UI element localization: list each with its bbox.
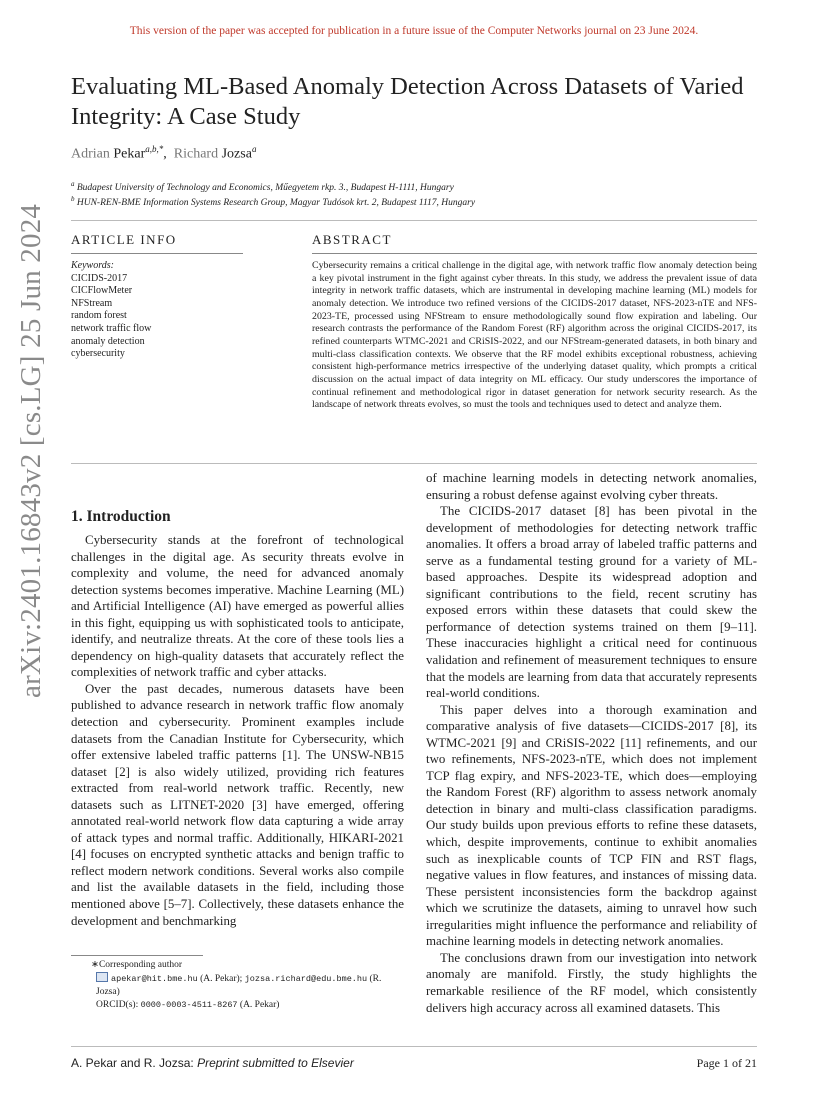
author2-affil-marks: a: [251, 144, 257, 154]
email-owner: (A. Pekar);: [200, 974, 243, 984]
keywords-label: Keywords:: [71, 260, 114, 271]
article-info-rule: [71, 253, 243, 254]
author1-surname: Pekar: [113, 146, 146, 162]
paragraph: This paper delves into a thorough examination and comparative analysis of five datasets—CICIDS-2017 [8], its WTMC-2021 [9] and CRiSIS-2022 [11] refinements, and our two refinements, NFS-2023-nTE, which does not implement TCP flag expiry, and NFS-2023-TE, which does—employing the Random Forest (RF) algorithm to assess network anomaly detection in binary and multi-class classification paradigms. Our study builds upon previous efforts to refine these datasets, which, despite improvements, continue to exhibit anomalies such as inexplicable counts of TCP FIN and RST flags, negative values in flow features, and instances of missing data. These persistent inconsistencies form the backdrop against which we scrutinize the datasets, aiming to unravel how such irregularities might influence the performance and reliability of machine learning models in detecting network anomalies.: [426, 702, 757, 949]
author2-given: Richard: [173, 146, 219, 162]
keyword: network traffic flow: [71, 322, 152, 334]
abstract-heading: ABSTRACT: [312, 232, 392, 247]
keyword: CICFlowMeter: [71, 285, 133, 297]
paragraph: Cybersecurity stands at the forefront of technological challenges in the digital age. As security threats evolve in complexity and volume, the need for advanced anomaly detection systems becomes imperative. Machine Learning (ML) and Artificial Intelligence (AI) have emerged as powerful allies in this fight, equipping us with sophisticated tools to anticipate, identify, and neutralize threats. At the core of these tools lies a dependency on high-quality datasets that accurately reflect the complexities of network traffic and cyber attacks.: [71, 533, 404, 680]
footer-authors: A. Pekar and R. Jozsa:: [71, 1056, 194, 1070]
affil-a-text: Budapest University of Technology and Economics, Műegyetem rkp. 3., Budapest H-1111, Hungary: [76, 183, 454, 194]
keyword: random forest: [71, 310, 127, 322]
arxiv-stamp: arXiv:2401.16843v2 [cs.LG] 25 Jun 2024: [15, 203, 47, 698]
footnote-emails: [71, 972, 404, 999]
affil-b-text: HUN-REN-BME Information Systems Research Group, Magyar Tudósok krt. 2, Budapest 1117, Hungary: [76, 198, 476, 209]
affil-a-mark: a: [71, 180, 75, 188]
author-list: Adrian Pekar$^{a,b,*}$, Richard Jozsa$^a$: [71, 144, 257, 162]
paper-title: [71, 72, 771, 132]
paragraph: The conclusions drawn from our investigation into network anomaly are manifold. Firstly, the study highlights the remarkable resilience of the RF model, which consistently delivers high accuracy across all examined datasets. This: [426, 950, 757, 1015]
keyword: cybersecurity: [71, 348, 125, 360]
footnote-orcid: [71, 999, 404, 1012]
keyword: anomaly detection: [71, 335, 145, 347]
abstract-rule: [312, 253, 757, 254]
email-icon: [96, 972, 108, 982]
footer-left: [71, 1056, 354, 1070]
footnotes: [71, 959, 404, 1012]
header-divider: [71, 220, 757, 221]
affil-b-mark: b: [71, 195, 75, 203]
body-divider: [71, 463, 757, 464]
author2-surname: Jozsa: [221, 146, 252, 162]
publication-note: This version of the paper was accepted for publication in a future issue of the Computer Networks journal on 23 June 2024.: [129, 25, 699, 37]
keyword: CICIDS-2017: [71, 272, 128, 284]
keywords-block: [71, 260, 246, 361]
left-column: [71, 532, 404, 929]
author1-affil-marks: a,b,*: [145, 144, 164, 154]
footer-note: Preprint submitted to Elsevier: [197, 1056, 354, 1070]
paragraph: The CICIDS-2017 dataset [8] has been pivotal in the development of methodologies for detecting network traffic anomalies. It offers a broad array of labeled traffic patterns and serve as a fundamental testing ground for a variety of ML-based approaches. Despite its widespread adoption and significant contributions to the field, recent scrutiny has exposed errors within these datasets that could skew the performance of detection systems trained on them [9–11]. These inaccuracies highlight a critical need for continuous validation and refinement of measurement techniques to ensure that the models are learning from data that accurately represents real-world conditions.: [426, 504, 757, 701]
paragraph: of machine learning models in detecting network anomalies, ensuring a robust defense against evolving cyber threats.: [426, 471, 757, 502]
right-column: [426, 470, 757, 1016]
footer-divider: [71, 1046, 757, 1047]
affiliation-a: [71, 180, 454, 193]
paragraph: Over the past decades, numerous datasets have been published to advance research in network traffic flow anomaly detection and cybersecurity. Prominent examples include datasets from the Canadian Institute for Cybersecurity, which offer extensive labeled traffic patterns [1]. The UNSW-NB15 dataset [2] is also widely utilized, providing rich features extracted from real-world network traffic. Recently, new datasets such as LITNET-2020 [3] have emerged, offering annotated real-world network flow data capturing a wide array of attack types and normal traffic. Additionally, HIKARI-2021 [4] focuses on encrypted synthetic attacks and benign traffic to reflect modern network conditions. Several works also compile and list the available datasets in the field, including those mentioned above [5–7]. Collectively, these datasets enhance the development and benchmarking: [71, 681, 404, 928]
footnote-corresponding: ∗Corresponding author: [91, 960, 183, 970]
orcid-link[interactable]: 0000-0003-4511-8267: [140, 1000, 238, 1010]
title-line-2: Integrity: A Case Study: [71, 103, 301, 130]
abstract-text: Cybersecurity remains a critical challenge in the digital age, with network traffic flow anomaly detection being a key pivotal instrument in the fight against cyber threats. In this study, we address the prevalent issue of data integrity in network traffic datasets, which are instrumental in developing machine learning (ML) models for anomaly detection. We introduce two refined versions of the CICIDS-2017 dataset, NFS-2023-nTE and NFS-2023-TE, processed using NFStream to ensure methodologically sound flow expiration and labeling. Our research contrasts the performance of the Random Forest (RF) algorithm across the original CICIDS-2017, its refined counterparts WTMC-2021 and CRiSIS-2022, and our NFStream-generated datasets, in both binary and multi-class classification contexts. We observe that the RF model exhibits exceptional robustness, achieving consistent high-performance metrics irrespective of the underlying dataset quality, which prompts a critical discussion on the actual impact of data integrity on ML efficacy. Our study underscores the importance of continual refinement and methodological rigor in dataset generation for network security research. As the landscape of network threats evolves, so must the tools and techniques used to detect and analyze them.: [312, 260, 757, 411]
page-number: Page 1 of 21: [696, 1056, 757, 1070]
affiliation-b: [71, 195, 475, 208]
article-info-heading: ARTICLE INFO: [71, 232, 177, 247]
author1-given: Adrian: [71, 146, 110, 162]
orcid-owner: (A. Pekar): [239, 1000, 280, 1010]
footnote-rule: [71, 955, 203, 956]
section-heading-introduction: 1. Introduction: [71, 508, 171, 525]
title-line-1: Evaluating ML-Based Anomaly Detection Across Datasets of Varied: [71, 73, 744, 100]
orcid-label: ORCID(s):: [96, 1000, 139, 1010]
keyword: NFStream: [71, 297, 113, 309]
email-link-pekar[interactable]: apekar@hit.bme.hu: [111, 974, 198, 984]
email-link-jozsa[interactable]: jozsa.richard@edu.bme.hu: [244, 974, 368, 984]
email-owner: (R. Jozsa): [96, 974, 382, 997]
